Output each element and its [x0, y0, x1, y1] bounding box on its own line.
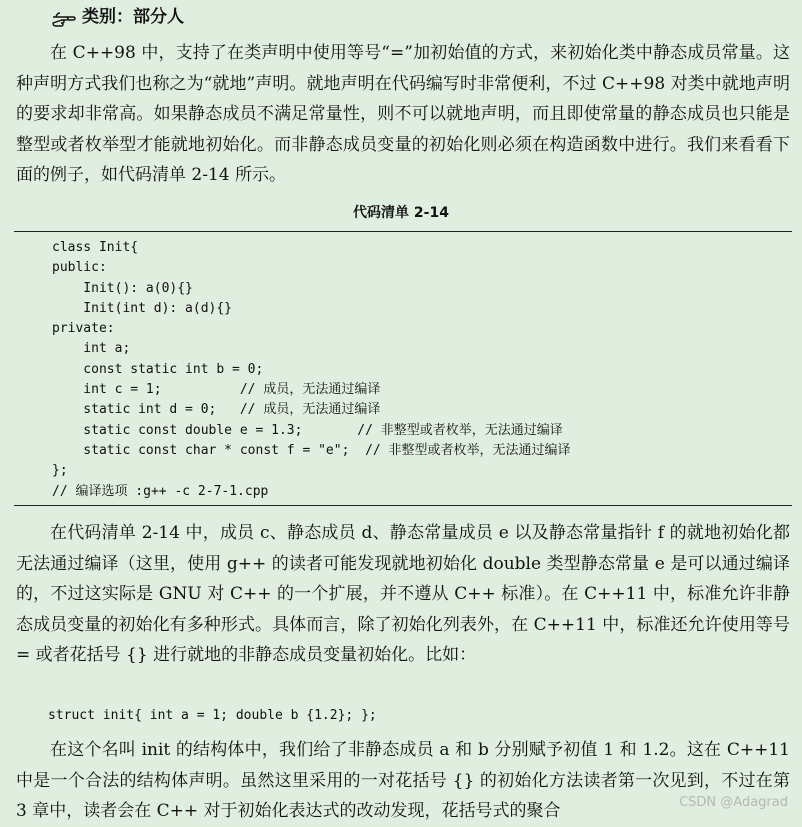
heading-text: 类别：部分人: [82, 7, 184, 27]
code-line: };: [52, 463, 68, 479]
code-line: const static int b = 0;: [52, 361, 264, 377]
code-line: static const char * const f = "e"; // 非整型或者枚举，无法通过编译: [52, 442, 571, 458]
inline-code-example: struct init{ int a = 1; double b {1.2}; };: [48, 708, 377, 723]
code-line: private:: [52, 321, 115, 337]
paragraph-intro: 在 C++98 中，支持了在类声明中使用等号“=”加初始值的方式，来初始化类中静态成员常量。这种声明方式我们也称之为“就地”声明。就地声明在代码编写时非常便利，不过 C++98 对类中就地声明的要求却非常高。如果静态成员不满足常量性，则不可以就地声明，而且即使常量的静态成员也只能是整型或者枚举型才能就地初始化。而非静态成员变量的初始化则必须在构造函数中进行。我们来看看下面的例子，如代码清单 2-14 所示。: [16, 43, 790, 185]
code-line: int c = 1; // 成员，无法通过编译: [52, 382, 381, 398]
code-line: static const double e = 1.3; // 非整型或者枚举，无法通过编译: [52, 422, 563, 438]
code-line: class Init{: [52, 240, 139, 255]
section-heading: [52, 4, 184, 30]
watermark: CSDN @Adagrad: [679, 795, 788, 810]
paragraph-explanation: 在代码清单 2-14 中，成员 c、静态成员 d、静态常量成员 e 以及静态常量指针 f 的就地初始化都无法通过编译（这里，使用 g++ 的读者可能发现就地初始化 double 类型静态常量 e 是可以通过编译的，不过这实际是 GNU 对 C++ 的一个扩展，并不遵从 C++ 标准）。在 C++11 中，标准允许非静态成员变量的初始化有多种形式。具体而言，除了初始化列表外，在 C++11 中，标准还允许使用等号 = 或者花括号 {} 进行就地的非静态成员变量初始化。比如：: [16, 523, 790, 665]
listing-top-rule: [14, 231, 792, 232]
code-line: Init(): a(0){}: [52, 280, 193, 296]
paragraph-continuation: 在这个名叫 init 的结构体中，我们给了非静态成员 a 和 b 分别赋予初值 1 和 1.2。这在 C++11 中是一个合法的结构体声明。虽然这里采用的一对花括号 {} 的初始化方法读者第一次见到，不过在第 3 章中，读者会在 C++ 对于初始化表达式的改动发现，花括号式的聚合: [16, 740, 790, 821]
code-listing: [52, 238, 782, 502]
listing-bottom-rule: [14, 505, 792, 506]
listing-title: 代码清单 2-14: [353, 205, 449, 221]
pointing-hand-icon: [52, 9, 76, 25]
code-line: // 编译选项 :g++ -c 2-7-1.cpp: [52, 483, 269, 499]
code-line: int a;: [52, 341, 131, 357]
code-line: public:: [52, 260, 107, 276]
code-line: static int d = 0; // 成员，无法通过编译: [52, 402, 381, 418]
code-line: Init(int d): a(d){}: [52, 300, 233, 316]
